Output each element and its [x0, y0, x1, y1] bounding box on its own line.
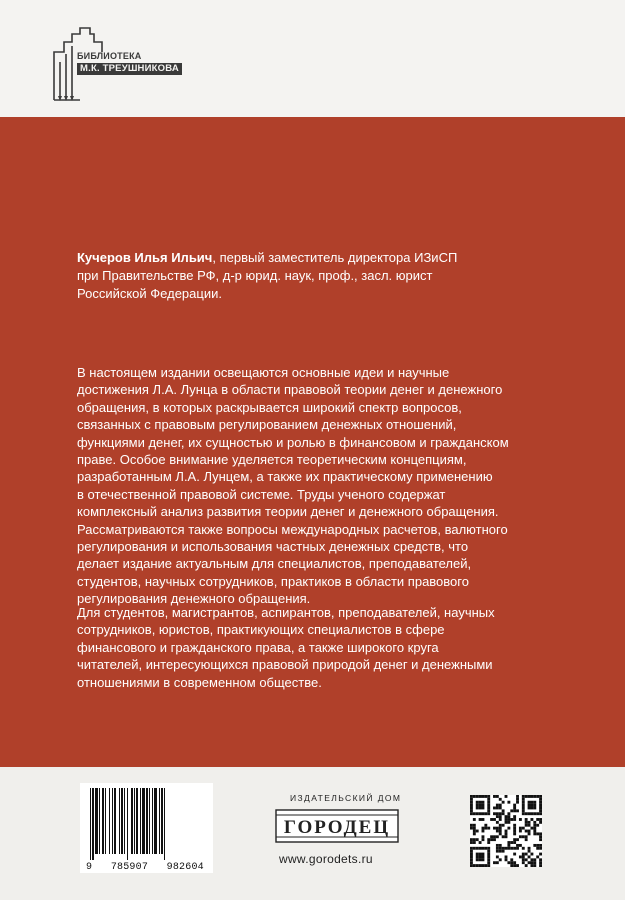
- author-name: Кучеров Илья Ильич: [77, 250, 213, 265]
- description-line: делает издание актуальным для специалистов, преподавателей,: [77, 556, 472, 572]
- audience-line: финансового и гражданского права, а также широкого круга: [77, 639, 439, 655]
- author-line3: Российской Федерации.: [77, 286, 222, 301]
- description-line: Рассматриваются также вопросы международных расчетов, валютного: [77, 521, 508, 537]
- audience-line: Для студентов, магистрантов, аспирантов, преподавателей, научных: [77, 605, 495, 620]
- description-line: регулирования и использования частных денежных средств, что: [77, 539, 469, 555]
- logo-line1: БИБЛИОТЕКА: [77, 51, 142, 61]
- description-line: в отечественной правовой системе. Труды ученого содержат: [77, 486, 446, 502]
- publisher-name: ГОРОДЕЦ: [283, 817, 391, 838]
- description-line: В настоящем издании освещаются основные идеи и научные: [77, 365, 450, 380]
- barcode-digits-left: 785907: [110, 862, 149, 873]
- target-audience: [77, 604, 577, 691]
- description-line: функциями денег, их сущностью и ролью в финансовом и гражданском: [77, 434, 509, 450]
- qr-code-icon: [470, 795, 542, 867]
- author-title: , первый заместитель директора ИЗиСП: [212, 250, 458, 265]
- author-line1: [77, 249, 547, 267]
- publisher-logo: [275, 809, 399, 843]
- logo-line2: М.К. ТРЕУШНИКОВА: [77, 63, 182, 75]
- audience-line: сотрудников, юристов, практикующих специалистов в сфере: [77, 622, 445, 638]
- audience-line: читателей, интересующихся правовой природой денег и денежными: [77, 657, 493, 673]
- description-line: регулирования денежного обращения.: [77, 591, 311, 607]
- publisher-label: ИЗДАТЕЛЬСКИЙ ДОМ: [290, 793, 402, 803]
- author-info: [77, 249, 547, 303]
- book-description: [77, 364, 577, 608]
- description-line: связанных с правовым регулированием денежных отношений,: [77, 417, 457, 433]
- audience-line: отношениями в современном обществе.: [77, 674, 322, 690]
- author-line2: при Правительстве РФ, д-р юрид. наук, проф., засл. юрист: [77, 268, 433, 283]
- barcode-digits-right: 982604: [166, 862, 204, 873]
- publisher-url[interactable]: www.gorodets.ru: [279, 852, 373, 866]
- description-line: праве. Особое внимание уделяется теоретическим концепциям,: [77, 452, 467, 468]
- description-line: разработанным Л.А. Лунцем, а также их практическому применению: [77, 469, 493, 485]
- description-line: обращения, в которых раскрывается широкий спектр вопросов,: [77, 399, 462, 415]
- description-line: студентов, научных сотрудников, практиков в области правового: [77, 573, 469, 589]
- description-line: достижения Л.А. Лунца в области правовой теории денег и денежного: [77, 382, 503, 398]
- library-logo-text: [77, 51, 182, 75]
- barcode-digit-prefix: 9: [86, 862, 93, 873]
- barcode-digits: [86, 862, 208, 873]
- isbn-barcode-icon: [86, 788, 208, 860]
- description-line: комплексный анализ развития теории денег и денежного обращения.: [77, 504, 499, 520]
